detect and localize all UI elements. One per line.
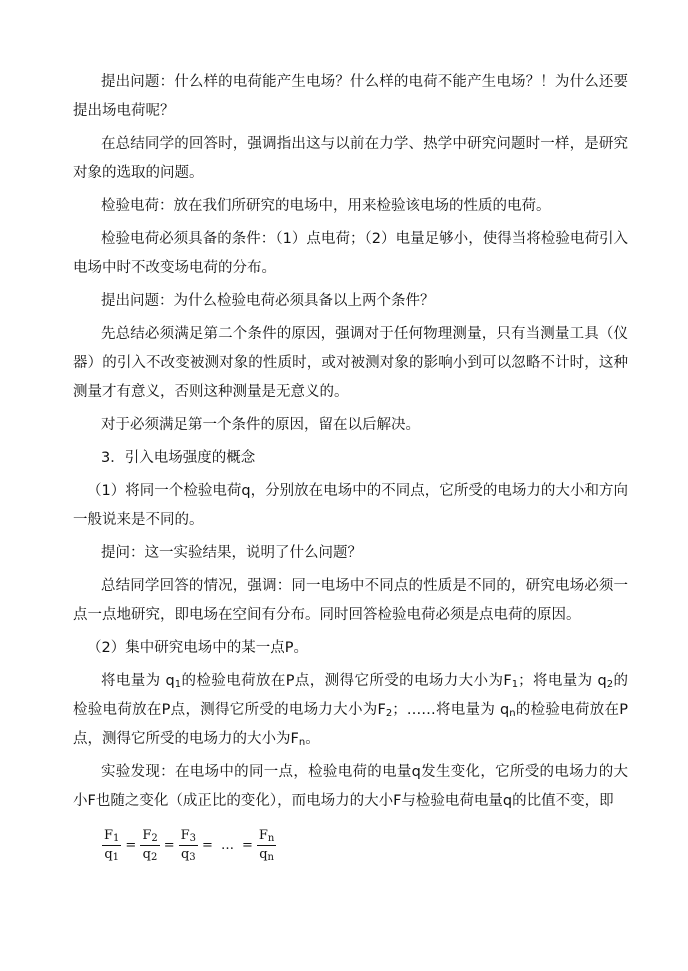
equals-sign: = bbox=[163, 837, 175, 853]
paragraph-11: 总结同学回答的情况，强调：同一电场中不同点的性质是不同的，研究电场必须一点一点地研究，即电场在空间有分布。同时回答检验电荷必须是点电荷的原因。 bbox=[73, 578, 628, 623]
ratio-equation bbox=[102, 822, 628, 868]
section-heading: 3．引入电场强度的概念 bbox=[101, 450, 256, 466]
paragraph-measurements: 将电量为 $q_1$的检验电荷放在P点，测得它所受的电场力大小为$F_1$；将电量为 $q_2$的检验电荷放在P点，测得它所受的电场力大小为$F_2$；……将电量为 $q_n$的检验电荷放在P点，测得它所受的电场力的大小为$F_n$。 bbox=[73, 673, 628, 748]
paragraph-5: 提出问题：为什么检验电荷必须具备以上两个条件？ bbox=[101, 293, 435, 309]
document-page bbox=[73, 68, 628, 868]
paragraph-experiment: 实验发现：在电场中的同一点，检验电荷的电量q发生变化，它所受的电场力的大小F也随之变化（成正比的变化），而电场力的大小F与检验电荷电量q的比值不变，即 bbox=[73, 764, 628, 809]
paragraph-10: 提问：这一实验结果，说明了什么问题？ bbox=[101, 545, 362, 561]
equals-sign: = bbox=[241, 837, 253, 853]
fraction-n: $\frac{F_n}{q_n}$ bbox=[258, 827, 275, 863]
fraction-1: $\frac{F_1}{q_1}$ bbox=[104, 827, 120, 863]
equals-sign: = bbox=[202, 837, 213, 853]
paragraph-2: 在总结同学的回答时，强调指出这与以前在力学、热学中研究问题时一样，是研究对象的选取的问题。 bbox=[73, 136, 628, 181]
equals-sign: = bbox=[125, 837, 137, 853]
paragraph-1: 提出问题：什么样的电荷能产生电场？什么样的电荷不能产生电场？！为什么还要提出场电荷呢？ bbox=[73, 74, 628, 119]
paragraph-6: 先总结必须满足第二个条件的原因，强调对于任何物理测量，只有当测量工具（仪器）的引入不改变被测对象的性质时，或对被测对象的影响小到可以忽略不计时，这种测量才有意义，否则这种测量是无意义的。 bbox=[73, 326, 628, 400]
paragraph-7: 对于必须满足第一个条件的原因，留在以后解决。 bbox=[101, 417, 420, 433]
paragraph-12: （2）集中研究电场中的某一点P。 bbox=[87, 640, 308, 656]
fraction-3: $\frac{F_3}{q_3}$ bbox=[180, 827, 197, 863]
paragraph-3: 检验电荷：放在我们所研究的电场中，用来检验该电场的性质的电荷。 bbox=[101, 198, 551, 214]
paragraph-9: （1）将同一个检验电荷q，分别放在电场中的不同点，它所受的电场力的大小和方向一般说来是不同的。 bbox=[73, 483, 628, 528]
fraction-2: $\frac{F_2}{q_2}$ bbox=[142, 827, 158, 863]
paragraph-4: 检验电荷必须具备的条件：（1）点电荷；（2）电量足够小，使得当将检验电荷引入电场中时不改变场电荷的分布。 bbox=[73, 231, 628, 276]
ellipsis: … bbox=[220, 837, 234, 853]
